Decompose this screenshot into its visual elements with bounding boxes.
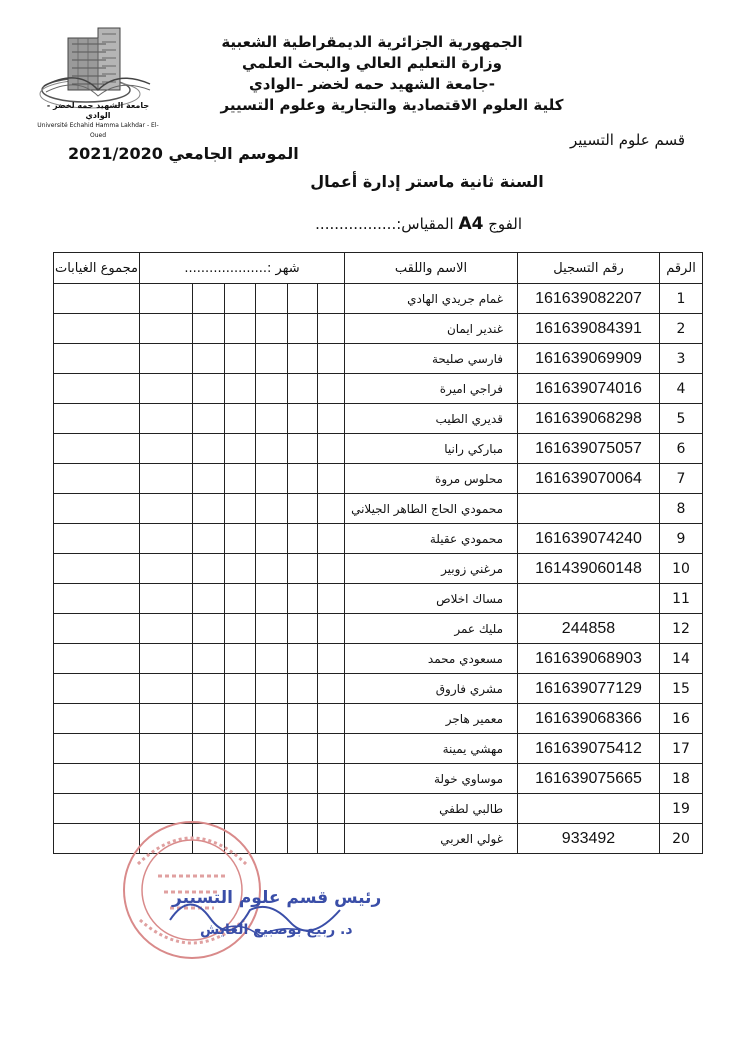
cell-student-name: مساك اخلاص bbox=[345, 584, 518, 614]
table-row bbox=[54, 734, 703, 764]
table-row bbox=[54, 704, 703, 734]
cell-week-1 bbox=[140, 344, 193, 374]
cell-registration-number: 161639068903 bbox=[518, 644, 660, 674]
cell-student-name: فارسي صليحة bbox=[345, 344, 518, 374]
group-label: الفوج bbox=[488, 215, 522, 233]
cell-week-1 bbox=[140, 434, 193, 464]
cell-week-4 bbox=[256, 464, 288, 494]
cell-week-3 bbox=[225, 284, 256, 314]
cell-week-1 bbox=[140, 404, 193, 434]
cell-week-2 bbox=[193, 524, 225, 554]
cell-week-1 bbox=[140, 464, 193, 494]
cell-registration-number bbox=[518, 794, 660, 824]
cell-week-2 bbox=[193, 404, 225, 434]
cell-row-number: 8 bbox=[660, 494, 703, 524]
group-code: A4 bbox=[458, 214, 484, 234]
cell-student-name: غندير ايمان bbox=[345, 314, 518, 344]
cell-week-3 bbox=[225, 734, 256, 764]
header-line-university: جامعة الشهيد حمه لخضر –الوادي- bbox=[249, 75, 495, 93]
cell-week-1 bbox=[140, 614, 193, 644]
cell-row-number: 16 bbox=[660, 704, 703, 734]
cell-student-name: مباركي رانيا bbox=[345, 434, 518, 464]
cell-week-4 bbox=[256, 614, 288, 644]
cell-registration-number: 161639068366 bbox=[518, 704, 660, 734]
cell-total-absences bbox=[54, 584, 140, 614]
cell-week-6 bbox=[318, 524, 345, 554]
cell-student-name: مليك عمر bbox=[345, 614, 518, 644]
study-year-program: السنة ثانية ماستر إدارة أعمال bbox=[310, 172, 544, 191]
table-row bbox=[54, 374, 703, 404]
cell-student-name: غولي العربي bbox=[345, 824, 518, 854]
cell-total-absences bbox=[54, 434, 140, 464]
cell-week-4 bbox=[256, 404, 288, 434]
cell-total-absences bbox=[54, 284, 140, 314]
cell-week-6 bbox=[318, 314, 345, 344]
table-row bbox=[54, 314, 703, 344]
cell-week-2 bbox=[193, 434, 225, 464]
cell-week-4 bbox=[256, 434, 288, 464]
cell-week-5 bbox=[288, 554, 318, 584]
cell-week-6 bbox=[318, 494, 345, 524]
cell-week-5 bbox=[288, 794, 318, 824]
header-name: الاسم واللقب bbox=[345, 253, 518, 284]
cell-total-absences bbox=[54, 464, 140, 494]
cell-week-6 bbox=[318, 464, 345, 494]
cell-week-4 bbox=[256, 314, 288, 344]
cell-row-number: 4 bbox=[660, 374, 703, 404]
cell-week-5 bbox=[288, 674, 318, 704]
cell-total-absences bbox=[54, 734, 140, 764]
cell-row-number: 20 bbox=[660, 824, 703, 854]
cell-total-absences bbox=[54, 704, 140, 734]
cell-row-number: 17 bbox=[660, 734, 703, 764]
cell-week-3 bbox=[225, 374, 256, 404]
cell-row-number: 6 bbox=[660, 434, 703, 464]
cell-registration-number: 244858 bbox=[518, 614, 660, 644]
cell-week-2 bbox=[193, 284, 225, 314]
cell-week-6 bbox=[318, 644, 345, 674]
cell-row-number: 12 bbox=[660, 614, 703, 644]
cell-week-3 bbox=[225, 674, 256, 704]
cell-total-absences bbox=[54, 614, 140, 644]
table-row bbox=[54, 584, 703, 614]
cell-student-name: مسعودي محمد bbox=[345, 644, 518, 674]
cell-student-name: مشري فاروق bbox=[345, 674, 518, 704]
cell-week-5 bbox=[288, 404, 318, 434]
signature-name: د. ربيع بوصبيع العايش bbox=[200, 922, 353, 938]
cell-week-6 bbox=[318, 434, 345, 464]
cell-row-number: 5 bbox=[660, 404, 703, 434]
cell-week-5 bbox=[288, 524, 318, 554]
table-row bbox=[54, 554, 703, 584]
cell-total-absences bbox=[54, 314, 140, 344]
table-row bbox=[54, 464, 703, 494]
cell-student-name: محلوس مروة bbox=[345, 464, 518, 494]
cell-week-3 bbox=[225, 704, 256, 734]
table-row bbox=[54, 284, 703, 314]
header-total-absences: مجموع الغيابات bbox=[54, 253, 140, 284]
cell-row-number: 15 bbox=[660, 674, 703, 704]
signature-title: رئيس قسم علوم التسيير bbox=[172, 888, 382, 908]
cell-week-5 bbox=[288, 644, 318, 674]
cell-week-1 bbox=[140, 584, 193, 614]
cell-week-4 bbox=[256, 704, 288, 734]
table-row bbox=[54, 344, 703, 374]
cell-week-3 bbox=[225, 464, 256, 494]
cell-week-5 bbox=[288, 374, 318, 404]
cell-total-absences bbox=[54, 524, 140, 554]
cell-row-number: 7 bbox=[660, 464, 703, 494]
cell-week-5 bbox=[288, 734, 318, 764]
cell-registration-number bbox=[518, 494, 660, 524]
cell-row-number: 2 bbox=[660, 314, 703, 344]
cell-week-2 bbox=[193, 734, 225, 764]
logo-caption-fr: Université Echahid Hamma Lakhdar - El-Oued bbox=[37, 122, 159, 139]
cell-student-name: مهشي يمينة bbox=[345, 734, 518, 764]
cell-week-6 bbox=[318, 764, 345, 794]
cell-week-5 bbox=[288, 824, 318, 854]
cell-week-6 bbox=[318, 794, 345, 824]
cell-week-5 bbox=[288, 284, 318, 314]
cell-student-name: محمودي الحاج الطاهر الجيلاني bbox=[345, 494, 518, 524]
cell-week-4 bbox=[256, 344, 288, 374]
table-row bbox=[54, 494, 703, 524]
cell-total-absences bbox=[54, 494, 140, 524]
header-registration: رقم التسجيل bbox=[518, 253, 660, 284]
cell-week-4 bbox=[256, 494, 288, 524]
cell-week-1 bbox=[140, 494, 193, 524]
cell-week-4 bbox=[256, 524, 288, 554]
cell-registration-number: 161639075665 bbox=[518, 764, 660, 794]
cell-total-absences bbox=[54, 764, 140, 794]
cell-week-6 bbox=[318, 704, 345, 734]
table-row bbox=[54, 764, 703, 794]
cell-total-absences bbox=[54, 344, 140, 374]
header-month: شهر :.................... bbox=[140, 253, 345, 284]
cell-row-number: 18 bbox=[660, 764, 703, 794]
cell-registration-number: 161639075412 bbox=[518, 734, 660, 764]
cell-row-number: 11 bbox=[660, 584, 703, 614]
cell-week-2 bbox=[193, 614, 225, 644]
cell-registration-number: 161439060148 bbox=[518, 554, 660, 584]
cell-week-6 bbox=[318, 674, 345, 704]
cell-total-absences bbox=[54, 674, 140, 704]
cell-week-4 bbox=[256, 764, 288, 794]
cell-student-name: فراجي اميرة bbox=[345, 374, 518, 404]
attendance-rows bbox=[54, 284, 703, 854]
cell-registration-number bbox=[518, 584, 660, 614]
cell-week-4 bbox=[256, 284, 288, 314]
cell-week-2 bbox=[193, 314, 225, 344]
cell-row-number: 10 bbox=[660, 554, 703, 584]
cell-row-number: 3 bbox=[660, 344, 703, 374]
cell-row-number: 9 bbox=[660, 524, 703, 554]
cell-week-5 bbox=[288, 464, 318, 494]
cell-week-2 bbox=[193, 674, 225, 704]
cell-week-4 bbox=[256, 374, 288, 404]
cell-total-absences bbox=[54, 374, 140, 404]
cell-registration-number: 161639070064 bbox=[518, 464, 660, 494]
cell-week-2 bbox=[193, 344, 225, 374]
cell-week-6 bbox=[318, 734, 345, 764]
cell-student-name: قديري الطيب bbox=[345, 404, 518, 434]
group-subject-line bbox=[315, 214, 522, 234]
cell-week-1 bbox=[140, 644, 193, 674]
cell-week-1 bbox=[140, 524, 193, 554]
cell-week-3 bbox=[225, 764, 256, 794]
cell-total-absences bbox=[54, 644, 140, 674]
cell-week-5 bbox=[288, 434, 318, 464]
table-row bbox=[54, 404, 703, 434]
cell-week-1 bbox=[140, 554, 193, 584]
cell-week-5 bbox=[288, 494, 318, 524]
cell-week-4 bbox=[256, 644, 288, 674]
cell-week-6 bbox=[318, 344, 345, 374]
cell-week-6 bbox=[318, 554, 345, 584]
cell-registration-number: 161639084391 bbox=[518, 314, 660, 344]
subject-label: المقياس:................. bbox=[315, 215, 454, 233]
cell-total-absences bbox=[54, 554, 140, 584]
cell-week-2 bbox=[193, 464, 225, 494]
table-row bbox=[54, 614, 703, 644]
cell-week-5 bbox=[288, 344, 318, 374]
cell-week-2 bbox=[193, 764, 225, 794]
cell-week-3 bbox=[225, 644, 256, 674]
cell-week-3 bbox=[225, 404, 256, 434]
cell-student-name: معمير هاجر bbox=[345, 704, 518, 734]
cell-week-3 bbox=[225, 614, 256, 644]
cell-week-5 bbox=[288, 614, 318, 644]
cell-week-2 bbox=[193, 644, 225, 674]
header-line-republic: الجمهورية الجزائرية الديمقراطية الشعبية bbox=[221, 33, 523, 51]
cell-student-name: طالبي لطفي bbox=[345, 794, 518, 824]
cell-week-1 bbox=[140, 704, 193, 734]
table-row bbox=[54, 434, 703, 464]
cell-week-6 bbox=[318, 584, 345, 614]
cell-week-3 bbox=[225, 434, 256, 464]
header-number: الرقم bbox=[660, 253, 703, 284]
academic-season: الموسم الجامعي 2021/2020 bbox=[68, 144, 299, 163]
cell-week-3 bbox=[225, 554, 256, 584]
cell-week-2 bbox=[193, 704, 225, 734]
cell-week-5 bbox=[288, 584, 318, 614]
cell-week-1 bbox=[140, 674, 193, 704]
table-row bbox=[54, 644, 703, 674]
cell-week-5 bbox=[288, 764, 318, 794]
cell-week-5 bbox=[288, 704, 318, 734]
cell-row-number: 19 bbox=[660, 794, 703, 824]
cell-week-1 bbox=[140, 374, 193, 404]
header-line-ministry: وزارة التعليم العالي والبحث العلمي bbox=[241, 54, 503, 72]
cell-student-name: غمام جريدي الهادي bbox=[345, 284, 518, 314]
department-name: قسم علوم التسيير bbox=[570, 131, 685, 149]
logo-caption-ar: جامعة الشهيد حمه لخضر - الوادي bbox=[46, 101, 150, 120]
cell-registration-number: 161639069909 bbox=[518, 344, 660, 374]
cell-week-3 bbox=[225, 524, 256, 554]
university-header bbox=[192, 32, 564, 116]
cell-week-6 bbox=[318, 824, 345, 854]
cell-student-name: مرغني زوبير bbox=[345, 554, 518, 584]
cell-week-4 bbox=[256, 734, 288, 764]
cell-week-4 bbox=[256, 584, 288, 614]
cell-week-2 bbox=[193, 374, 225, 404]
cell-student-name: موساوي خولة bbox=[345, 764, 518, 794]
cell-week-4 bbox=[256, 674, 288, 704]
cell-registration-number: 161639077129 bbox=[518, 674, 660, 704]
cell-week-1 bbox=[140, 314, 193, 344]
table-header-row bbox=[54, 253, 703, 284]
cell-week-6 bbox=[318, 284, 345, 314]
cell-registration-number: 161639075057 bbox=[518, 434, 660, 464]
cell-week-3 bbox=[225, 494, 256, 524]
cell-registration-number: 161639068298 bbox=[518, 404, 660, 434]
cell-row-number: 1 bbox=[660, 284, 703, 314]
table-row bbox=[54, 524, 703, 554]
cell-week-1 bbox=[140, 734, 193, 764]
cell-row-number: 14 bbox=[660, 644, 703, 674]
cell-week-2 bbox=[193, 554, 225, 584]
cell-week-5 bbox=[288, 314, 318, 344]
cell-week-6 bbox=[318, 614, 345, 644]
cell-week-2 bbox=[193, 584, 225, 614]
cell-registration-number: 161639082207 bbox=[518, 284, 660, 314]
cell-week-3 bbox=[225, 584, 256, 614]
cell-registration-number: 161639074240 bbox=[518, 524, 660, 554]
cell-week-3 bbox=[225, 314, 256, 344]
cell-registration-number: 161639074016 bbox=[518, 374, 660, 404]
cell-week-4 bbox=[256, 554, 288, 584]
cell-week-1 bbox=[140, 284, 193, 314]
header-line-faculty: كلية العلوم الاقتصادية والتجارية وعلوم التسيير bbox=[220, 96, 564, 114]
cell-student-name: محمودي عقيلة bbox=[345, 524, 518, 554]
cell-total-absences bbox=[54, 404, 140, 434]
cell-week-6 bbox=[318, 404, 345, 434]
attendance-table bbox=[53, 252, 703, 854]
cell-registration-number: 933492 bbox=[518, 824, 660, 854]
logo-caption bbox=[36, 101, 160, 141]
table-row bbox=[54, 674, 703, 704]
cell-week-1 bbox=[140, 764, 193, 794]
cell-week-3 bbox=[225, 344, 256, 374]
cell-week-2 bbox=[193, 494, 225, 524]
cell-week-6 bbox=[318, 374, 345, 404]
